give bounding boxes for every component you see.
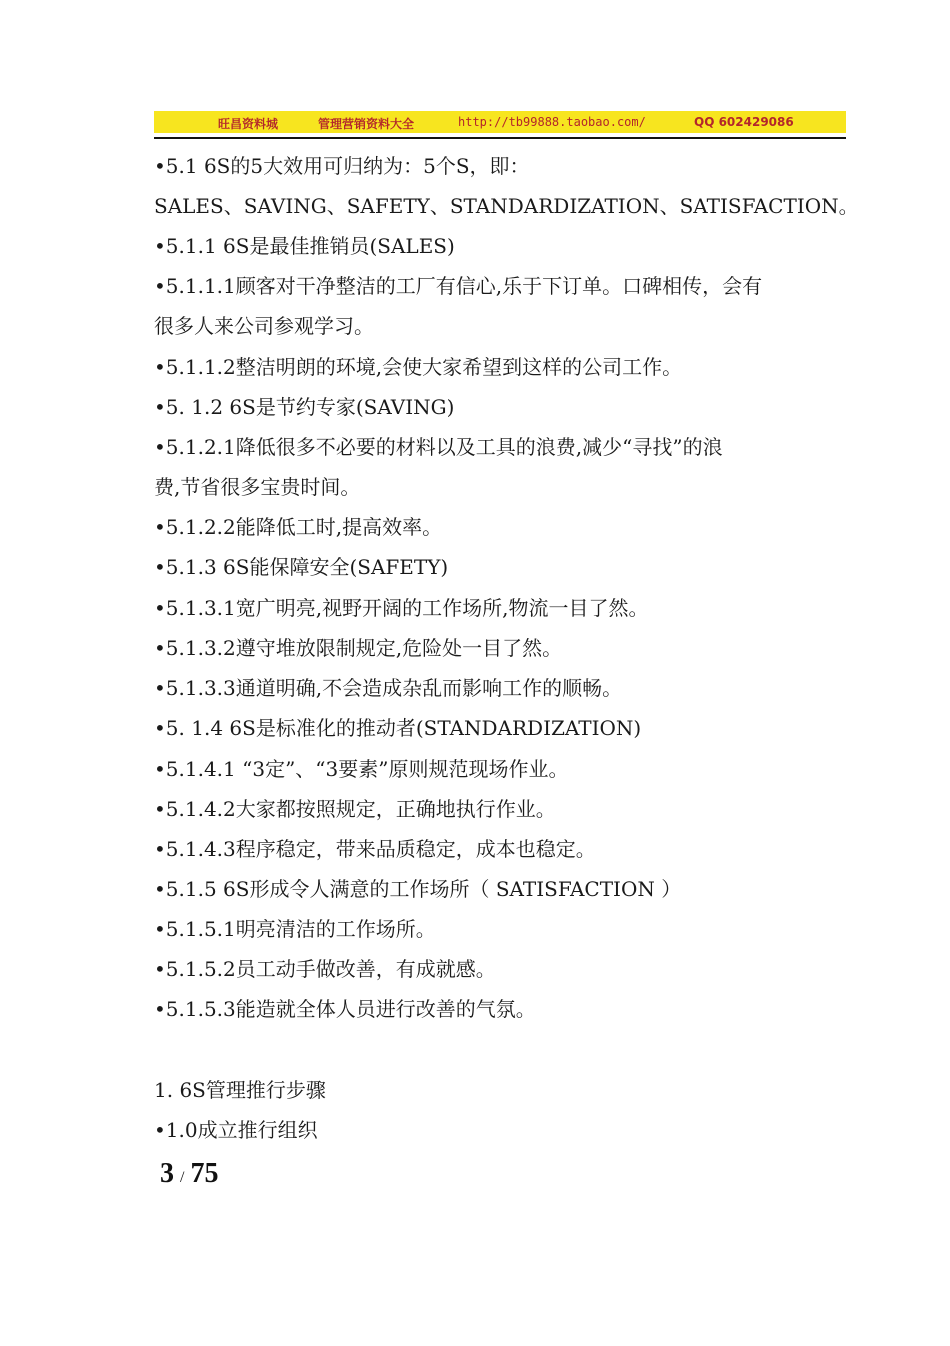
header-shop-name: 旺昌资料城	[218, 117, 279, 131]
text-line: •5.1.1 6S是最佳推销员(SALES)	[154, 234, 455, 258]
text-line: •5.1.1.2整洁明朗的环境,会使大家希望到这样的公司工作。	[154, 355, 683, 379]
header-title: 管理营销资料大全	[318, 117, 415, 131]
text-line: 很多人来公司参观学习。	[154, 314, 374, 338]
text-line: •5.1.4.3程序稳定，带来品质稳定，成本也稳定。	[154, 837, 596, 861]
text-line: •5.1.2.2能降低工时,提高效率。	[154, 515, 443, 539]
page-number	[160, 1158, 218, 1190]
page-total: 75	[190, 1158, 219, 1189]
text-line: 费,节省很多宝贵时间。	[154, 475, 361, 499]
text-line: •5.1.3 6S能保障安全(SAFETY)	[154, 555, 449, 579]
text-line: •5.1.5.2员工动手做改善，有成就感。	[154, 957, 496, 981]
text-line: •5. 1.4 6S是标准化的推动者(STANDARDIZATION)	[154, 716, 642, 740]
text-line: •5.1 6S的5大效用可归纳为：5个S，即：	[154, 154, 530, 178]
section-heading: 1. 6S管理推行步骤	[154, 1078, 326, 1102]
text-line: •5. 1.2 6S是节约专家(SAVING)	[154, 395, 455, 419]
text-line: •1.0成立推行组织	[154, 1118, 318, 1142]
text-line: •5.1.5.1明亮清洁的工作场所。	[154, 917, 436, 941]
text-line: •5.1.3.2遵守堆放限制规定,危险处一目了然。	[154, 636, 563, 660]
text-line: •5.1.5 6S形成令人满意的工作场所（ SATISFACTION ）	[154, 877, 682, 901]
page-separator: /	[180, 1169, 185, 1186]
text-line: •5.1.4.1 “3定”、“3要素”原则规范现场作业。	[154, 757, 569, 781]
header-url: http://tb99888.taobao.com/	[458, 115, 646, 129]
text-line: SALES、SAVING、SAFETY、STANDARDIZATION、SATISFACTION。	[154, 194, 859, 218]
text-line: •5.1.2.1降低很多不必要的材料以及工具的浪费,减少“寻找”的浪	[154, 435, 723, 459]
text-line: •5.1.3.1宽广明亮,视野开阔的工作场所,物流一目了然。	[154, 596, 649, 620]
text-line: •5.1.5.3能造就全体人员进行改善的气氛。	[154, 997, 536, 1021]
page-current: 3	[160, 1158, 174, 1189]
text-line: •5.1.1.1顾客对干净整洁的工厂有信心,乐于下订单。口碑相传，会有	[154, 274, 763, 298]
text-line: •5.1.3.3通道明确,不会造成杂乱而影响工作的顺畅。	[154, 676, 623, 700]
header-divider	[154, 137, 846, 139]
document-header-band	[154, 111, 846, 133]
header-qq: QQ 602429086	[694, 115, 794, 129]
text-line: •5.1.4.2大家都按照规定，正确地执行作业。	[154, 797, 556, 821]
